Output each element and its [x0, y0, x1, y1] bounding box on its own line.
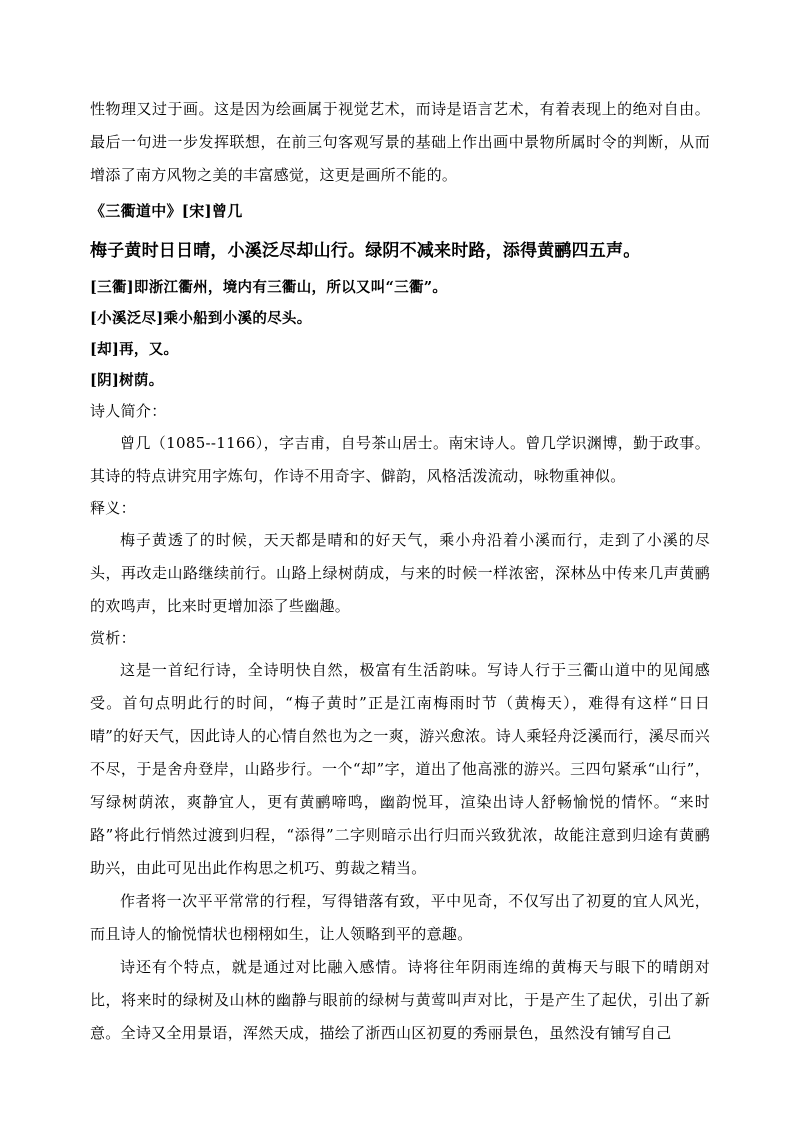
explanation-label: 释义：: [90, 499, 136, 517]
poem-title: 《三衢道中》[宋]曾几: [90, 202, 243, 220]
note-item: [却]再，又。: [90, 341, 179, 358]
appreciation-paragraph-1: 这是一首纪行诗，全诗明快自然，极富有生活韵味。写诗人行于三衢山道中的见闻感受。首句点明此行的时间，“梅子黄时”正是江南梅雨时节（黄梅天），难得有这样“日日晴”的好天气，因此诗人的心情自然也为之一爽，游兴愈浓。诗人乘轻舟泛溪而行，溪尽而兴不尽，于是舍舟登岸，山路步行。一个“却”字，道出了他高涨的游兴。三四句紧承“山行”，写绿树荫浓，爽静宜人，更有黄鹂啼鸣，幽韵悦耳，渲染出诗人舒畅愉悦的情怀。“来时路”将此行悄然过渡到归程，“添得”二字则暗示出行归而兴致犹浓，故能注意到归途有黄鹂助兴，由此可见出此作构思之机巧、剪裁之精当。: [90, 661, 710, 877]
appreciation-label: 赏析：: [90, 629, 136, 647]
poet-intro-label: 诗人简介：: [90, 402, 167, 420]
note-item: [阴]树荫。: [90, 372, 164, 389]
explanation-text: 梅子黄透了的时候，天天都是晴和的好天气，乘小舟沿着小溪而行，走到了小溪的尽头，再改走山路继续前行。山路上绿树荫成，与来的时候一样浓密，深林丛中传来几声黄鹂的欢鸣声，比来时更增加添了些幽趣。: [90, 531, 710, 615]
note-item: [三衢]即浙江衢州，境内有三衢山，所以又叫“三衢”。: [90, 279, 448, 296]
intro-paragraph: 性物理又过于画。这是因为绘画属于视觉艺术，而诗是语言艺术，有着表现上的绝对自由。最后一句进一步发挥联想，在前三句客观写景的基础上作出画中景物所属时令的判断，从而增添了南方风物之美的丰富感觉，这更是画所不能的。: [90, 100, 710, 184]
note-item: [小溪泛尽]乘小船到小溪的尽头。: [90, 310, 312, 327]
poet-intro-text: 曾几（1085--1166），字吉甫，自号茶山居士。南宋诗人。曾几学识渊博，勤于政事。其诗的特点讲究用字炼句，作诗不用奇字、僻韵，风格活泼流动，咏物重神似。: [90, 434, 710, 485]
appreciation-paragraph-3: 诗还有个特点，就是通过对比融入感情。诗将往年阴雨连绵的黄梅天与眼下的晴朗对比，将来时的绿树及山林的幽静与眼前的绿树与黄莺叫声对比，于是产生了起伏，引出了新意。全诗又全用景语，浑然天成，描绘了浙西山区初夏的秀丽景色，虽然没有铺写自己: [90, 958, 710, 1042]
poem-text: 梅子黄时日日晴，小溪泛尽却山行。绿阴不减来时路，添得黄鹂四五声。: [90, 241, 641, 261]
appreciation-paragraph-2: 作者将一次平平常常的行程，写得错落有致，平中见奇，不仅写出了初夏的宜人风光，而且诗人的愉悦情状也栩栩如生，让人领略到平的意趣。: [90, 892, 710, 943]
notes-list: [90, 272, 710, 396]
document-page: [90, 93, 710, 1050]
